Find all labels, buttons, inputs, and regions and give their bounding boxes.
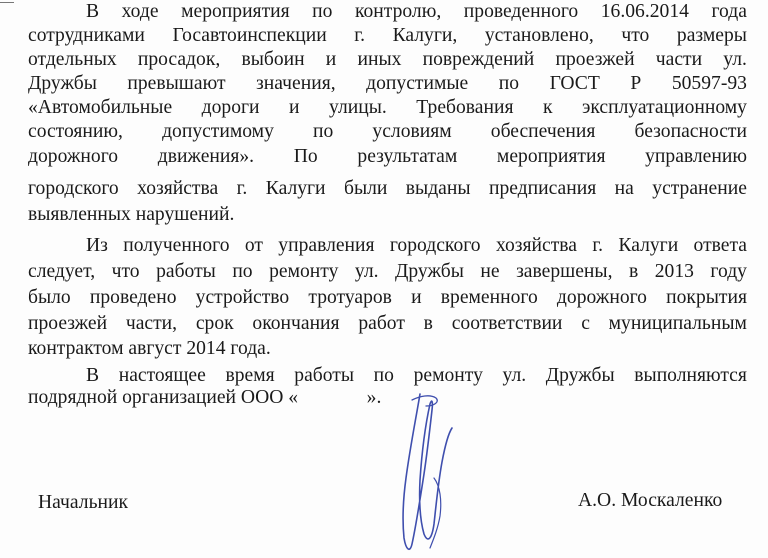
word: с: [581, 313, 590, 334]
word: проведенного: [463, 1, 579, 22]
page-edge-mark: [0, 2, 14, 3]
word: что: [111, 261, 140, 282]
p1-line-2: [28, 24, 747, 48]
p3-line-2: подрядной организацией ООО « ».: [28, 387, 382, 408]
word: хозяйства: [137, 178, 219, 199]
word: части: [655, 49, 703, 70]
p2-line-2: [28, 260, 747, 284]
word: Дружбы: [395, 261, 464, 282]
p1-line-4: [28, 72, 747, 96]
word: были: [343, 178, 388, 199]
word: устранение: [652, 178, 747, 199]
word: дорожного: [28, 146, 119, 167]
word: установлено,: [484, 25, 594, 46]
word: По: [293, 146, 318, 167]
word: движения».: [157, 146, 255, 167]
word: Требования: [416, 97, 514, 118]
word: работы: [294, 365, 355, 386]
word: и: [411, 287, 422, 308]
word: что: [621, 25, 650, 46]
p3-line-1: [86, 364, 747, 388]
word: безопасности: [634, 121, 747, 142]
word: мероприятия: [181, 1, 290, 22]
word: Дружбы: [28, 73, 97, 94]
word: допустимому: [162, 121, 274, 142]
word: части,: [125, 313, 178, 334]
p2-line-4: [28, 312, 747, 336]
word: допустимые: [366, 73, 469, 94]
word: в: [628, 261, 639, 282]
word: настоящее: [118, 365, 206, 386]
word: 50597-93: [671, 73, 747, 94]
word: проведено: [89, 287, 177, 308]
word: по: [313, 121, 334, 142]
word: ремонту: [269, 261, 339, 282]
word: результатам: [357, 146, 458, 167]
word: ул.: [354, 261, 379, 282]
word: по: [312, 1, 333, 22]
word: г.: [354, 25, 365, 46]
word: по: [232, 261, 253, 282]
word: иных: [357, 49, 402, 70]
word: и: [289, 97, 300, 118]
word: было: [28, 287, 71, 308]
word: предписания: [488, 178, 597, 199]
word: проезжей: [555, 49, 635, 70]
word: 16.06.2014: [600, 1, 689, 22]
word: полученного: [123, 235, 230, 256]
word: управления: [278, 235, 375, 256]
position-title: Начальник: [38, 492, 128, 513]
word: муниципальным: [608, 313, 747, 334]
word: В: [86, 1, 100, 22]
word: В: [86, 365, 100, 386]
signer-name: А.О. Москаленко: [578, 490, 723, 511]
p1-line-6: [28, 120, 747, 144]
word: улицы.: [329, 97, 387, 118]
word: управлению: [645, 146, 747, 167]
word: состоянию,: [28, 121, 123, 142]
word: и: [325, 49, 337, 70]
word: окончания: [252, 313, 340, 334]
word: ГОСТ: [549, 73, 600, 94]
word: обеспечения: [490, 121, 596, 142]
word: к: [542, 97, 553, 118]
word: хозяйства: [495, 235, 577, 256]
handwritten-signature: [390, 388, 460, 558]
word: отдельных: [28, 49, 117, 70]
word: просадок,: [137, 49, 221, 70]
word: превышают: [127, 73, 226, 94]
word: на: [614, 178, 634, 199]
word: Из: [86, 235, 108, 256]
word: Калуги,: [392, 25, 458, 46]
word: условиям: [372, 121, 452, 142]
word: контролю,: [354, 1, 442, 22]
word: соответствии: [451, 313, 563, 334]
p1-line-7: [28, 145, 747, 169]
word: сотрудниками: [28, 25, 145, 46]
word: городского: [389, 235, 481, 256]
word: эксплуатационному: [581, 97, 747, 118]
word: ул.: [502, 365, 527, 386]
p1-line-8: [28, 177, 747, 201]
word: время: [225, 365, 275, 386]
p1-line-1: [86, 0, 747, 24]
word: Дружбы: [545, 365, 615, 386]
word: ремонту: [413, 365, 483, 386]
p2-line-1: [86, 234, 747, 258]
word: Калуги: [618, 235, 679, 256]
word: ул.: [723, 49, 747, 70]
word: г.: [592, 235, 604, 256]
word: срок: [195, 313, 234, 334]
word: значения,: [256, 73, 336, 94]
word: года: [711, 1, 747, 22]
p1-line-9: выявленных нарушений.: [28, 204, 235, 225]
word: проезжей: [28, 313, 108, 334]
word: не: [480, 261, 500, 282]
word: выданы: [405, 178, 471, 199]
word: выполняются: [634, 365, 747, 386]
word: в: [423, 313, 433, 334]
word: ответа: [693, 235, 747, 256]
word: ходе: [121, 1, 159, 22]
p1-line-3: [28, 48, 747, 72]
word: Госавтоинспекции: [172, 25, 327, 46]
word: «Автомобильные: [28, 97, 173, 118]
word: Калуги: [265, 178, 326, 199]
word: г.: [236, 178, 248, 199]
p1-line-5: [28, 96, 747, 120]
word: устройство: [195, 287, 290, 308]
word: 2013: [654, 261, 694, 282]
p2-line-3: [28, 286, 747, 310]
word: тротуаров: [308, 287, 392, 308]
word: по: [373, 365, 394, 386]
word: Р: [630, 73, 642, 94]
word: работы: [156, 261, 216, 282]
word: повреждений: [422, 49, 535, 70]
word: покрытия: [666, 287, 747, 308]
word: от: [244, 235, 263, 256]
word: выбоин: [241, 49, 305, 70]
word: мероприятия: [496, 146, 606, 167]
word: работ: [358, 313, 405, 334]
word: следует,: [28, 261, 96, 282]
word: завершены,: [516, 261, 613, 282]
word: году: [710, 261, 747, 282]
word: временного: [440, 287, 538, 308]
word: размеры: [676, 25, 747, 46]
word: дорожного: [556, 287, 647, 308]
p2-line-5: контрактом август 2014 года.: [28, 338, 271, 359]
word: по: [498, 73, 520, 94]
word: дороги: [201, 97, 260, 118]
word: городского: [28, 178, 119, 199]
